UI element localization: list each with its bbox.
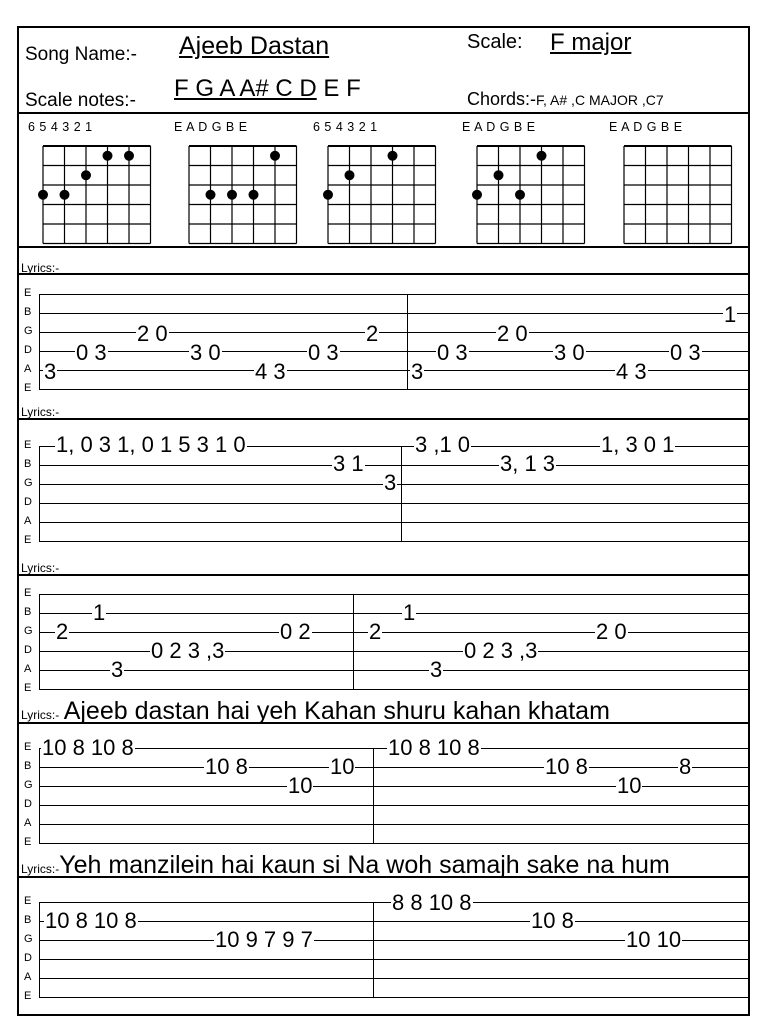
tab-string	[39, 503, 748, 504]
tab-note: 3	[430, 657, 443, 682]
string-label: E	[24, 439, 32, 451]
finger-dot	[124, 151, 134, 161]
finger-dot	[60, 190, 70, 200]
tab-note: 0 2	[280, 619, 311, 644]
tab-note: 3	[411, 359, 424, 384]
tab-string	[39, 978, 748, 979]
tab-string	[39, 767, 748, 768]
chord-section-divider	[19, 246, 748, 248]
tab-note: 10	[617, 773, 642, 798]
tab-note: 0 3	[76, 340, 107, 365]
tab-string	[39, 632, 748, 633]
lyrics-line-5	[21, 853, 670, 878]
lyrics-text: Ajeeb dastan hai yeh Kahan shuru kahan khatam	[63, 697, 610, 725]
string-label: E	[24, 990, 32, 1002]
string-label: G	[24, 325, 33, 337]
chord-grid	[28, 138, 158, 250]
tab-string	[39, 541, 748, 542]
tab-note: 1, 0 3 1, 0 1 5 3 1 0	[56, 432, 246, 457]
finger-dot	[537, 151, 547, 161]
tab-note: 3 0	[554, 340, 585, 365]
string-label: B	[24, 760, 32, 772]
row-divider	[19, 574, 748, 576]
tab-string	[39, 651, 748, 652]
scale-notes-label: Scale notes:-	[25, 90, 136, 111]
finger-dot	[494, 170, 504, 180]
finger-dot	[249, 190, 259, 200]
tab-note: 1	[93, 600, 106, 625]
tab-string	[39, 465, 748, 466]
string-label: E	[24, 534, 32, 546]
row-divider	[19, 273, 748, 275]
string-label: E	[24, 682, 32, 694]
scale-notes-underlined: F G A A# C D	[174, 75, 317, 102]
finger-dot	[345, 170, 355, 180]
song-name: Ajeeb Dastan	[179, 32, 330, 60]
tab-string	[39, 824, 748, 825]
string-label: E	[24, 287, 32, 299]
tab-string	[39, 689, 748, 690]
chord-diagram-header: E A D G B E	[462, 120, 536, 134]
finger-dot	[270, 151, 280, 161]
finger-dot	[81, 170, 91, 180]
finger-dot	[103, 151, 113, 161]
string-label: G	[24, 625, 33, 637]
tab-string	[39, 670, 748, 671]
finger-dot	[515, 190, 525, 200]
chords-label: Chords:-	[467, 89, 537, 109]
tab-string	[39, 294, 748, 295]
string-label: A	[24, 363, 32, 375]
tab-note: 0 3	[308, 340, 339, 365]
tab-staff-1	[19, 284, 748, 394]
tab-note: 0 2 3 ,3	[464, 638, 538, 663]
chord-grid	[313, 138, 443, 250]
string-label: G	[24, 477, 33, 489]
tab-staff-4	[19, 731, 748, 846]
string-label: E	[24, 587, 32, 599]
tab-note: 3 1	[333, 451, 364, 476]
tab-staff-5	[19, 884, 748, 1002]
tab-note: 1, 3 0 1	[601, 432, 675, 457]
tab-note: 10 10	[626, 927, 682, 952]
tab-note: 10 9 7 9 7	[215, 927, 313, 952]
tab-staff-3	[19, 585, 748, 695]
tab-string	[39, 522, 748, 523]
tab-note: 3 0	[190, 340, 221, 365]
finger-dot	[472, 190, 482, 200]
tab-note: 8 8 10 8	[392, 890, 472, 915]
tab-note: 0 3	[437, 340, 468, 365]
string-label: E	[24, 741, 32, 753]
chord-diagram-header: E A D G B E	[174, 120, 248, 134]
string-label: E	[24, 382, 32, 394]
finger-dot	[323, 190, 333, 200]
lyrics-label: Lyrics:-	[21, 708, 60, 722]
tab-note: 2	[369, 619, 382, 644]
tab-note: 3, 1 3	[500, 451, 556, 476]
string-label: A	[24, 817, 32, 829]
string-label: G	[24, 779, 33, 791]
staff-start-bar	[39, 294, 40, 389]
chords-list	[467, 90, 664, 109]
string-label: D	[24, 344, 32, 356]
chord-grid	[609, 138, 739, 250]
finger-dot	[388, 151, 398, 161]
staff-start-bar	[39, 748, 40, 843]
scale-label: Scale:	[467, 31, 523, 53]
song-name-label: Song Name:-	[25, 44, 137, 65]
string-label: B	[24, 606, 32, 618]
tab-note: 3	[384, 470, 397, 495]
tab-note: 10 8	[531, 908, 574, 933]
header-divider	[19, 112, 748, 114]
measure-bar	[373, 902, 374, 997]
chord-diagram-header: 6 5 4 3 2 1	[313, 120, 378, 134]
tab-note: 10 8 10 8	[42, 735, 134, 760]
lyrics-label: Lyrics:-	[21, 405, 60, 419]
tab-note: 2 0	[497, 321, 528, 346]
measure-bar	[407, 294, 408, 389]
string-label: E	[24, 836, 32, 848]
measure-bar	[353, 594, 354, 689]
tab-note: 10 8 10 8	[45, 908, 137, 933]
tab-note: 10	[288, 773, 313, 798]
string-label: A	[24, 971, 32, 983]
chords-value: F, A# ,C MAJOR ,C7	[536, 92, 664, 108]
tab-note: 3	[111, 657, 124, 682]
string-label: E	[24, 895, 32, 907]
string-label: A	[24, 663, 32, 675]
tab-note: 10 8 10 8	[388, 735, 480, 760]
string-label: D	[24, 644, 32, 656]
tab-note: 2	[366, 321, 379, 346]
tab-note: 2	[56, 619, 69, 644]
tab-note: 1	[403, 600, 416, 625]
tab-string	[39, 843, 748, 844]
tab-sheet	[17, 26, 750, 1016]
tab-note: 10 8	[205, 754, 248, 779]
scale-notes-rest: E F	[323, 75, 361, 102]
row-divider	[19, 418, 748, 420]
tab-string	[39, 997, 748, 998]
tab-note: 10	[330, 754, 355, 779]
lyrics-label: Lyrics:-	[21, 862, 60, 876]
string-label: B	[24, 914, 32, 926]
string-label: A	[24, 515, 32, 527]
string-label: G	[24, 933, 33, 945]
tab-note: 0 3	[670, 340, 701, 365]
lyrics-line-4	[21, 699, 610, 724]
staff-start-bar	[39, 594, 40, 689]
tab-note: 1	[724, 302, 737, 327]
tab-note: 2 0	[596, 619, 627, 644]
tab-string	[39, 389, 748, 390]
chord-diagram-header: E A D G B E	[609, 120, 683, 134]
tab-string	[39, 594, 748, 595]
scale-notes	[174, 77, 361, 101]
chord-grid	[462, 138, 592, 250]
staff-start-bar	[39, 902, 40, 997]
measure-bar	[373, 748, 374, 843]
lyrics-label: Lyrics:-	[21, 261, 60, 275]
string-label: D	[24, 496, 32, 508]
lyrics-label: Lyrics:-	[21, 561, 60, 575]
tab-note: 0 2 3 ,3	[151, 638, 225, 663]
tab-string	[39, 805, 748, 806]
string-label: B	[24, 306, 32, 318]
scale-value: F major	[550, 29, 632, 56]
finger-dot	[227, 190, 237, 200]
tab-string	[39, 313, 748, 314]
row-divider	[19, 876, 748, 878]
tab-note: 4 3	[255, 359, 286, 384]
tab-note: 10 8	[545, 754, 588, 779]
string-label: D	[24, 798, 32, 810]
measure-bar	[401, 446, 402, 541]
chord-diagram-header: 6 5 4 3 2 1	[28, 120, 93, 134]
string-label: B	[24, 458, 32, 470]
tab-note: 4 3	[616, 359, 647, 384]
finger-dot	[38, 190, 48, 200]
tab-string	[39, 351, 748, 352]
tab-string	[39, 613, 748, 614]
tab-staff-2	[19, 430, 748, 546]
string-label: D	[24, 952, 32, 964]
tab-note: 2 0	[137, 321, 168, 346]
tab-string	[39, 959, 748, 960]
tab-note: 3	[44, 359, 57, 384]
tab-note: 3 ,1 0	[415, 432, 471, 457]
tab-string	[39, 921, 748, 922]
lyrics-text: Yeh manzilein hai kaun si Na woh samajh sake na hum	[59, 851, 670, 879]
tab-note: 8	[679, 754, 692, 779]
finger-dot	[206, 190, 216, 200]
staff-start-bar	[39, 446, 40, 541]
row-divider	[19, 722, 748, 724]
chord-grid	[174, 138, 304, 250]
